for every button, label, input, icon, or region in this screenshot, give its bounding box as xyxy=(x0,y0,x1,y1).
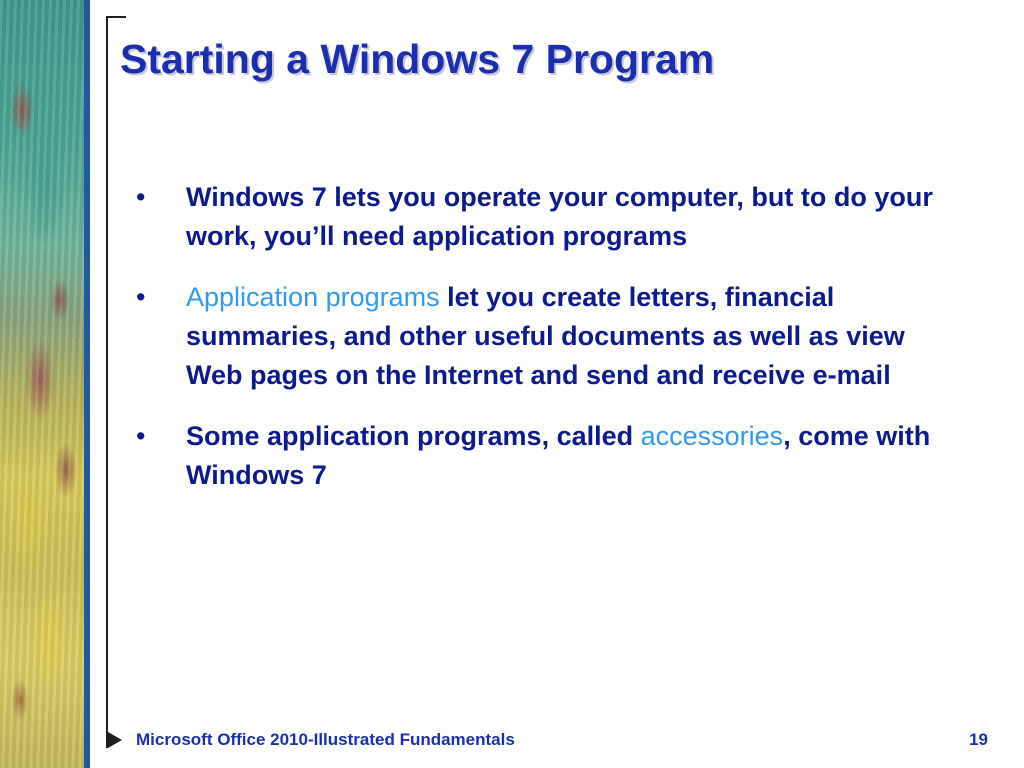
bullet-item-3 xyxy=(136,417,966,495)
side-painted-texture-image xyxy=(0,0,84,768)
corner-bracket xyxy=(106,16,126,36)
slide-footer xyxy=(108,730,998,756)
slide-title: Starting a Windows 7 Program xyxy=(120,36,715,82)
page-number: 19 xyxy=(969,730,988,749)
bullet-mark: • xyxy=(136,421,146,451)
bullet-text: Windows 7 lets you operate your computer, but to do your work, you’ll need application programs xyxy=(186,182,933,251)
bullet-mark: • xyxy=(136,182,146,212)
bullet-item-2 xyxy=(136,278,966,395)
bullet-item-1 xyxy=(136,178,966,256)
play-arrow-icon xyxy=(108,732,122,748)
footer-text: Microsoft Office 2010-Illustrated Fundamentals xyxy=(136,730,515,749)
bullet-mark: • xyxy=(136,282,146,312)
left-rule-line xyxy=(106,16,108,748)
side-accent-line xyxy=(84,0,90,768)
term-accessories: accessories xyxy=(640,421,784,451)
bullet-text: let you create letters, financial summaries, and other useful documents as well as view Web pages on the Internet and send and receive e-mail xyxy=(186,282,905,390)
bullet-text-suffix: , come with Windows 7 xyxy=(186,421,931,490)
bullet-list xyxy=(136,178,966,517)
bullet-text-prefix: Some application programs, called xyxy=(186,421,641,451)
term-application-programs: Application programs xyxy=(186,282,440,312)
